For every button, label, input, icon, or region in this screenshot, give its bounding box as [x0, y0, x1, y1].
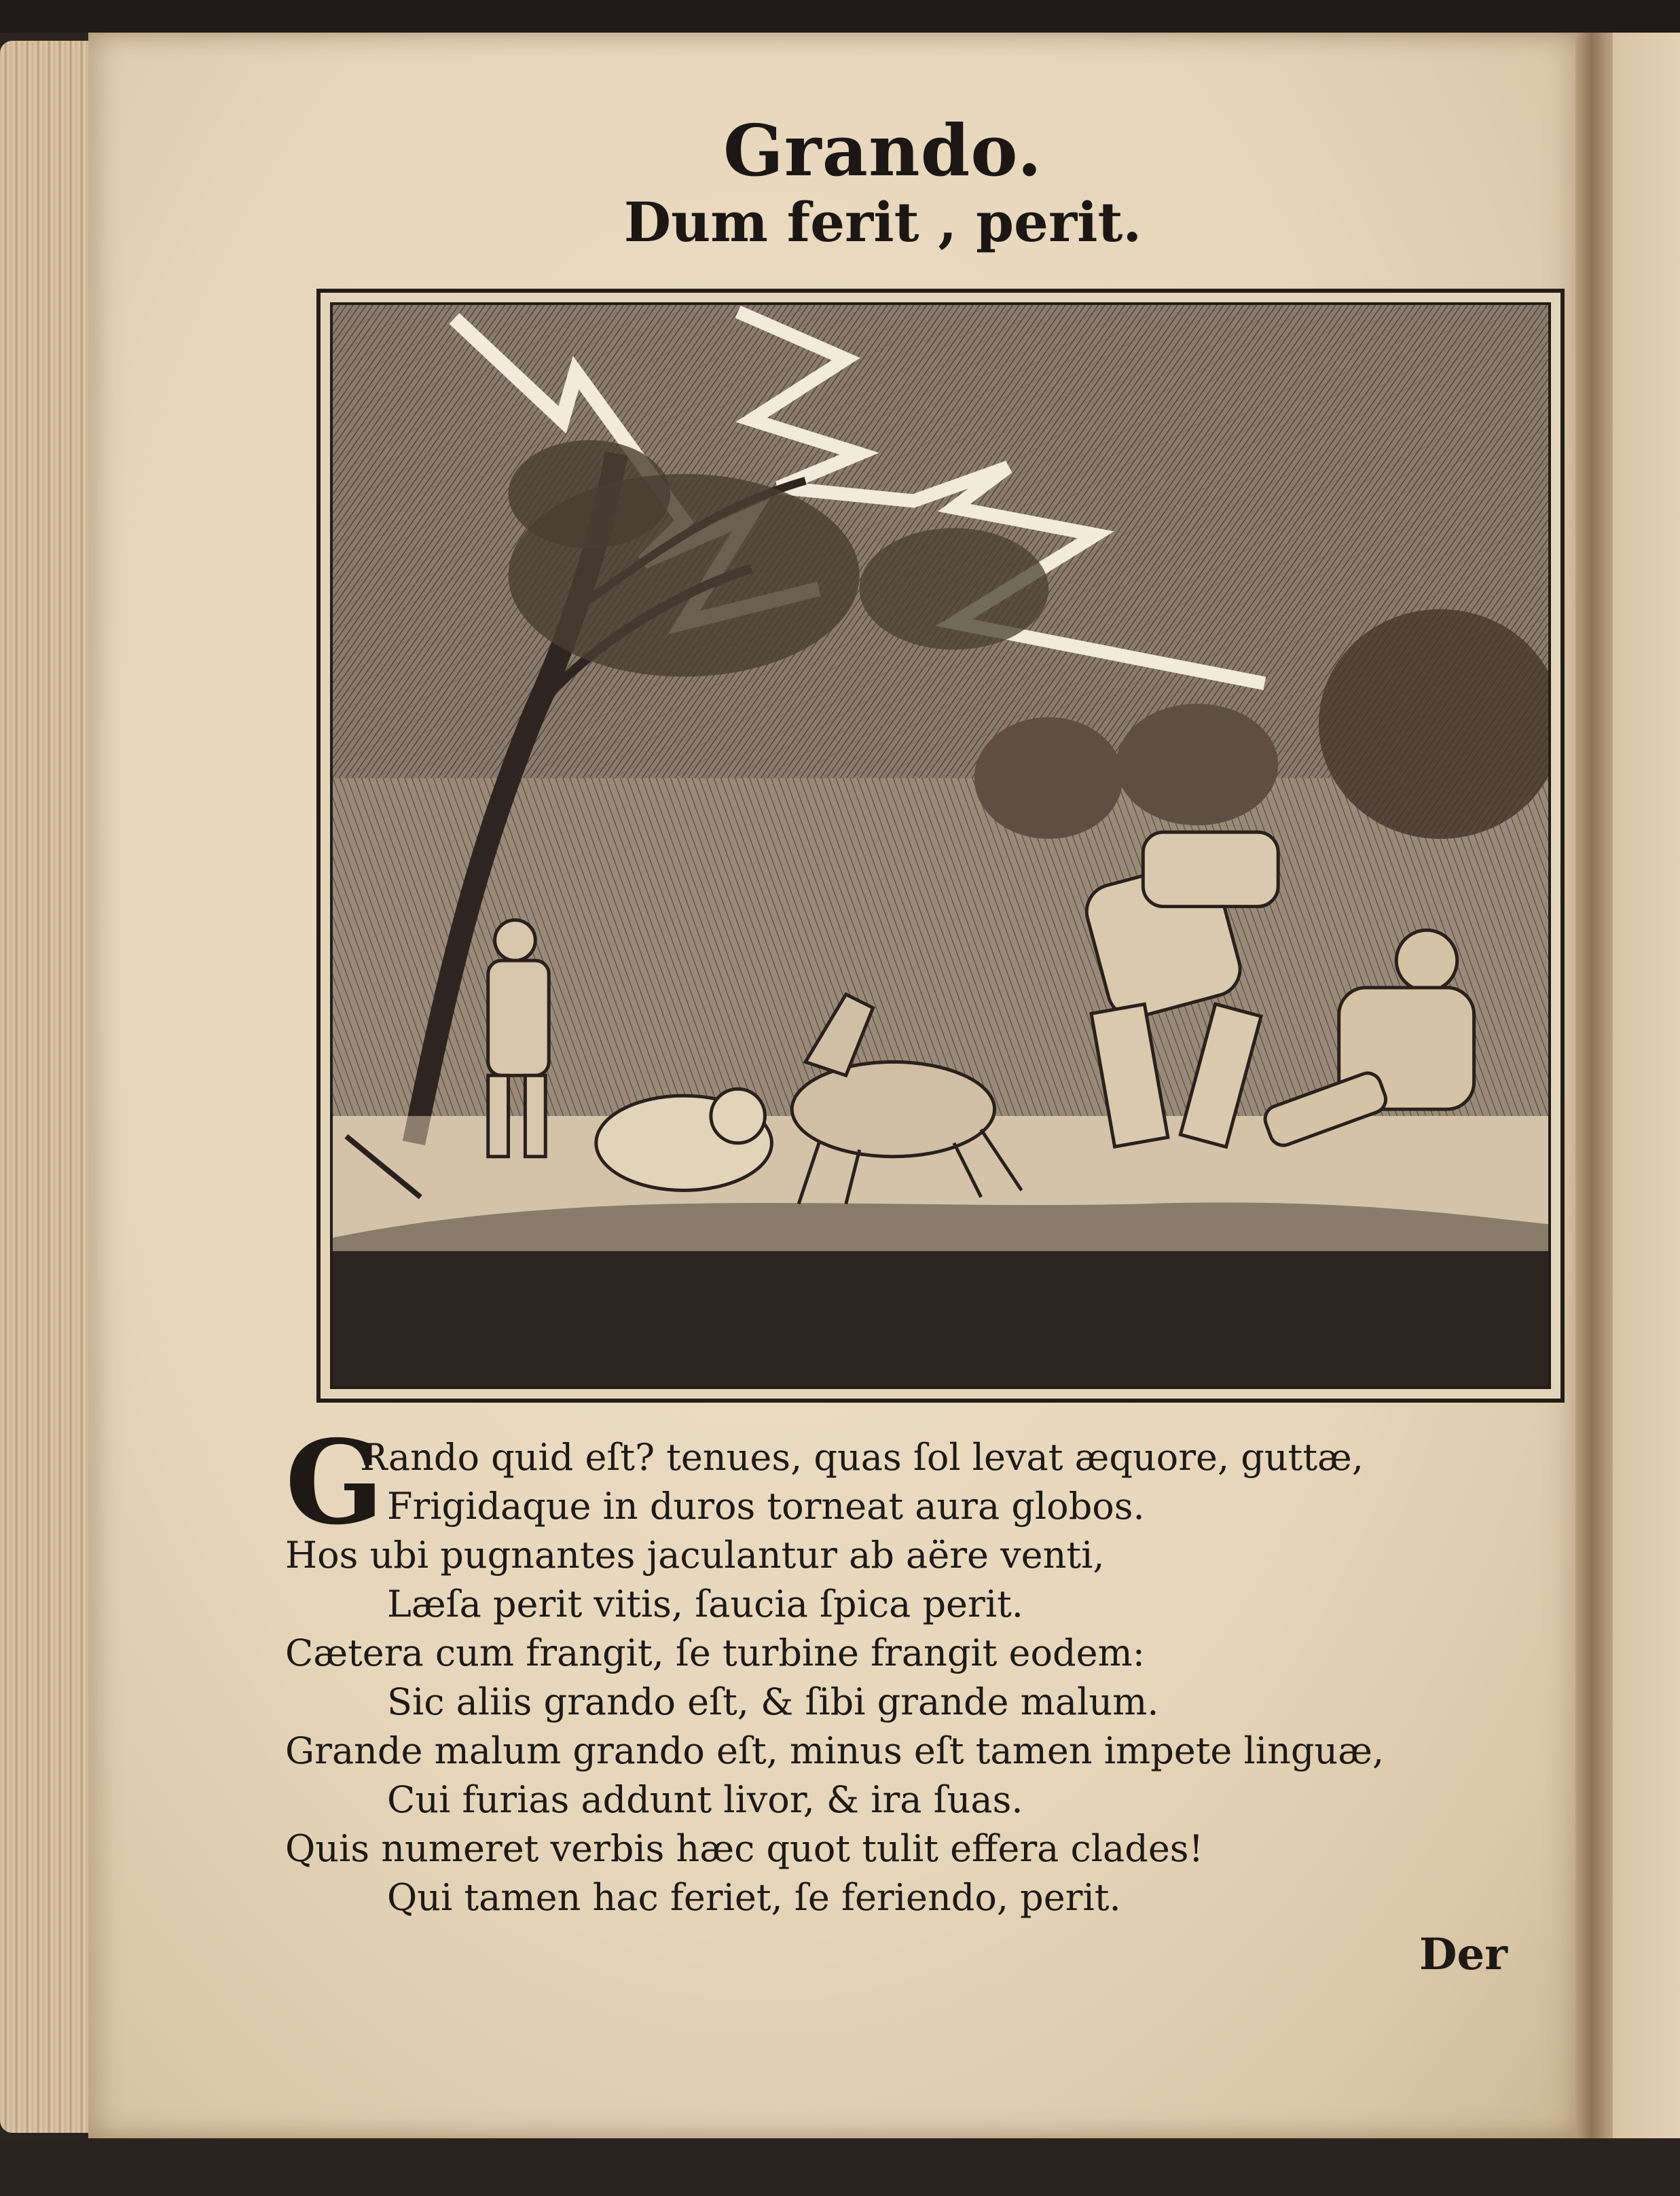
poem: [285, 1415, 1440, 1922]
scan-bottom-border: [0, 2140, 1680, 2196]
poem-line: Quis numeret verbis hæc quot tulit effera clades!: [285, 1827, 1204, 1870]
poem-line: Qui tamen hac feriet, ſe feriendo, perit.: [387, 1876, 1121, 1919]
poem-line: Frigidaque in duros torneat aura globos.: [387, 1485, 1145, 1528]
poem-line: Sic aliis grando eſt, & ſibi grande malum.: [387, 1680, 1159, 1723]
book-gutter: [1575, 33, 1616, 2138]
page-edges: [0, 41, 102, 2133]
poem-line: Cætera cum frangit, ſe turbine frangit eodem:: [285, 1632, 1145, 1674]
page-motto: Dum ferit , perit.: [623, 190, 1142, 254]
poem-line: Rando quid eſt? tenues, quas ſol levat æquore, guttæ,: [360, 1436, 1364, 1479]
page-title: Grando.: [723, 109, 1043, 192]
engraving-icon: [330, 302, 1551, 1389]
next-page-edge: [1613, 33, 1680, 2138]
poem-line: Grande malum grando eſt, minus eſt tamen impete linguæ,: [285, 1729, 1385, 1772]
poem-line: Cui furias addunt livor, & ira ſuas.: [387, 1778, 1023, 1821]
poem-line: Hos ubi pugnantes jaculantur ab aëre venti,: [285, 1534, 1105, 1577]
tree: [1116, 704, 1279, 825]
poem-line: Læſa perit vitis, ſaucia ſpica perit.: [387, 1583, 1023, 1625]
engraving-frame: [316, 289, 1565, 1403]
scan-top-border: [0, 0, 1680, 33]
catchword: Der: [1419, 1929, 1508, 1980]
drop-cap: G: [285, 1415, 384, 1551]
tree: [974, 717, 1123, 839]
